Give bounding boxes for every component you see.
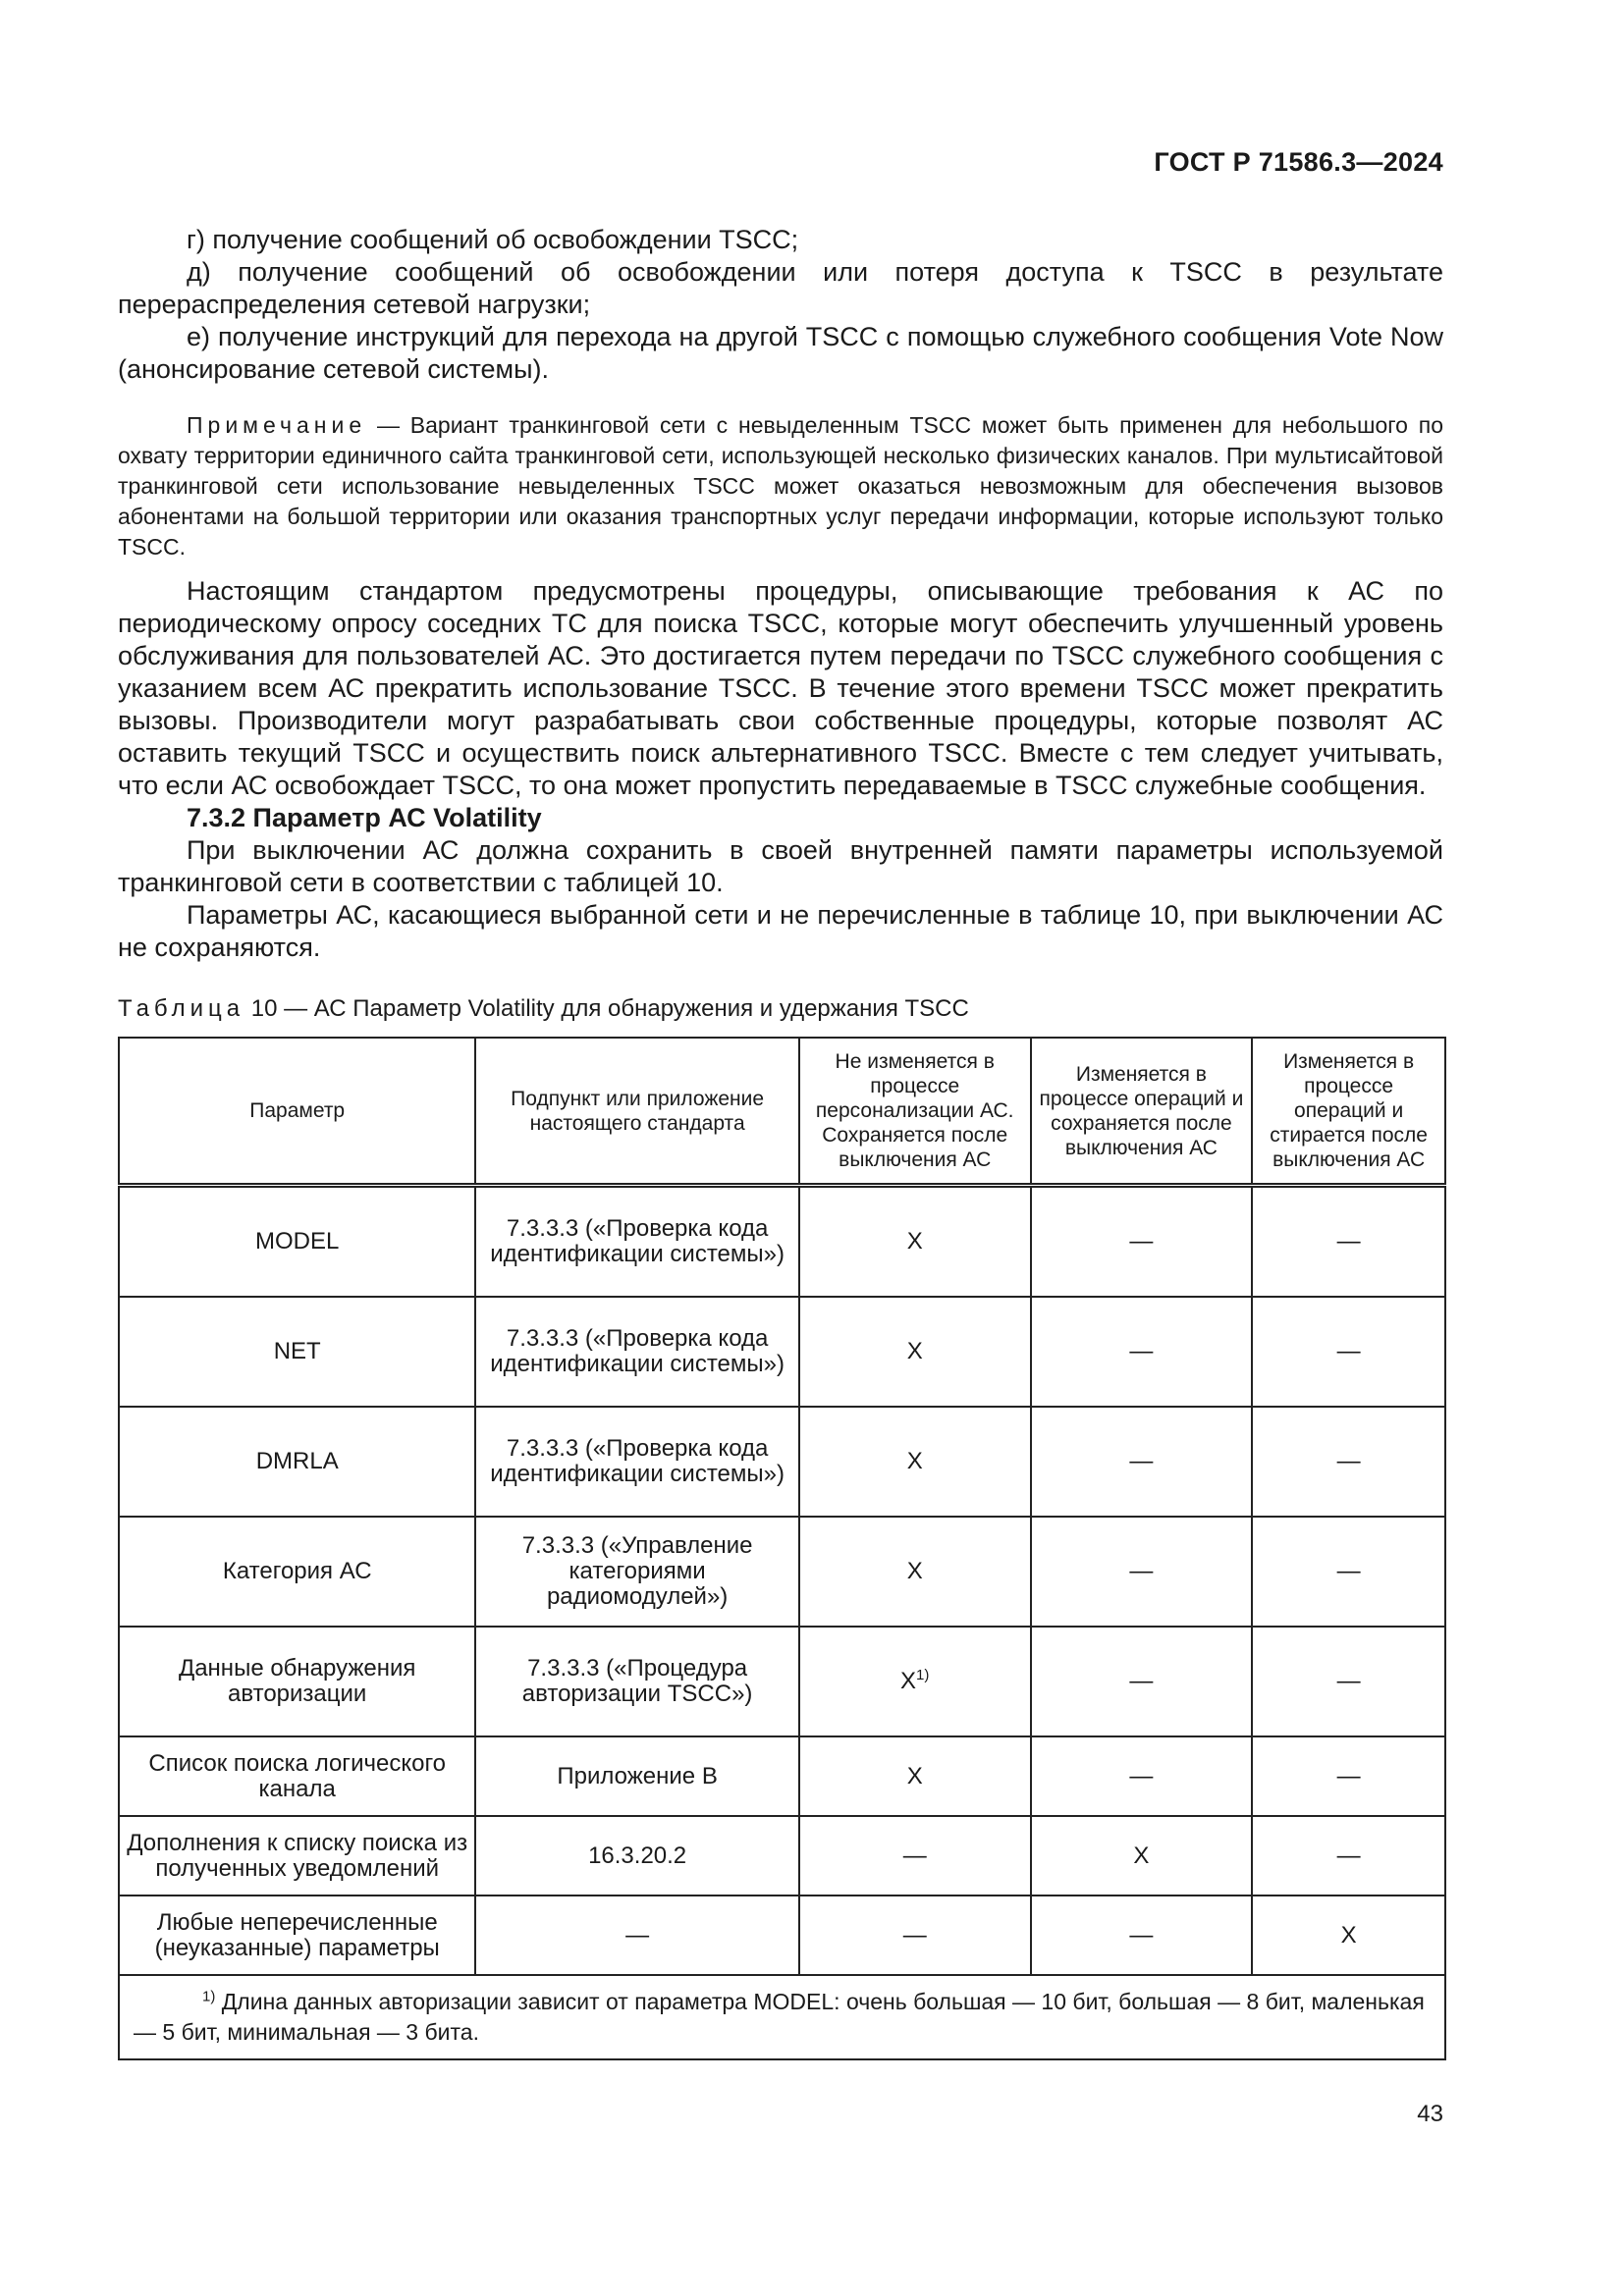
table-row [119, 1407, 1445, 1517]
value-cell: — [1252, 1297, 1445, 1407]
value-cell: — [799, 1816, 1031, 1896]
value-cell: — [1252, 1407, 1445, 1517]
list-item: д) получение сообщений об освобождении или потеря доступа к TSCC в результате перераспределения сетевой нагрузки; [118, 257, 1443, 319]
value-cell: — [1031, 1896, 1253, 1975]
value-cell: — [1031, 1736, 1253, 1816]
value-cell: — [1252, 1627, 1445, 1736]
table-footnote [119, 1975, 1445, 2059]
column-header: Подпункт или приложение настоящего стандарта [475, 1038, 798, 1186]
list-item: е) получение инструкций для перехода на другой TSCC с помощью служебного сообщения Vote Now (анонсирование сетевой системы). [118, 322, 1443, 384]
ref-cell: 7.3.3.3 («Проверка кода идентификации системы») [475, 1297, 798, 1407]
value-cell: — [1252, 1816, 1445, 1896]
list-item: г) получение сообщений об освобождении TSCC; [187, 225, 799, 254]
note-paragraph [118, 410, 1443, 562]
table-row [119, 1186, 1445, 1298]
value-cell: X [799, 1517, 1031, 1627]
table-row [119, 1736, 1445, 1816]
ref-cell: 7.3.3.3 («Управление категориями радиомодулей») [475, 1517, 798, 1627]
value-cell: X [799, 1186, 1031, 1298]
ref-cell: 7.3.3.3 («Проверка кода идентификации системы») [475, 1186, 798, 1298]
param-cell: Дополнения к списку поиска из полученных уведомлений [119, 1816, 475, 1896]
table-footnote-row [119, 1975, 1445, 2059]
value-cell: X [1252, 1896, 1445, 1975]
table-row [119, 1816, 1445, 1896]
volatility-table [118, 1037, 1446, 2060]
value-cell: — [1031, 1186, 1253, 1298]
page-number: 43 [1417, 2101, 1443, 2127]
note-text: — Вариант транкинговой сети с невыделенным TSCC может быть применен для небольшого по охвату территории единичного сайта транкинговой сети, использующей несколько физических каналов. При мультисайтовой транкинговой сети использование невыделенных TSCC может оказаться невозможным для обеспечения вызовов абонентами на большой территории или оказания транспортных услуг передачи информации, которые используют только TSCC. [118, 412, 1443, 560]
value-cell: — [1252, 1517, 1445, 1627]
value-cell: — [1031, 1297, 1253, 1407]
value-cell: X [799, 1736, 1031, 1816]
param-cell: Категория АС [119, 1517, 475, 1627]
table-caption [118, 995, 969, 1023]
value-cell [799, 1627, 1031, 1736]
value-cell: X [799, 1297, 1031, 1407]
table-row [119, 1896, 1445, 1975]
value-cell: — [1252, 1736, 1445, 1816]
value-text: X [900, 1668, 917, 1694]
param-cell: Список поиска логического канала [119, 1736, 475, 1816]
paragraph: Настоящим стандартом предусмотрены процедуры, описывающие требования к АС по периодическому опросу соседних ТС для поиска TSCC, которые могут обеспечить улучшенный уровень обслуживания для пользователей АС. Это достигается путем передачи по TSCC служебного сообщения с указанием всем АС прекратить использование TSCC. В течение этого времени TSCC может прекратить вызовы. Производители могут разрабатывать свои собственные процедуры, которые позволят АС оставить текущий TSCC и осуществить поиск альтернативного TSCC. Вместе с тем следует учитывать, что если АС освобождает TSCC, то она может пропустить передаваемые в TSCC служебные сообщения. [118, 576, 1443, 800]
table-header-row [119, 1038, 1445, 1186]
table-caption-text: 10 — АС Параметр Volatility для обнаружения и удержания TSCC [244, 995, 969, 1022]
param-cell: DMRLA [119, 1407, 475, 1517]
table-caption-label: Таблица [118, 995, 245, 1022]
footnote-text: Длина данных авторизации зависит от параметра MODEL: очень большая — 10 бит, большая — 8 бит, маленькая — 5 бит, минимальная — 3 бита. [134, 1989, 1425, 2045]
document-id-header: ГОСТ Р 71586.3—2024 [1154, 147, 1443, 177]
param-cell: MODEL [119, 1186, 475, 1298]
param-cell: NET [119, 1297, 475, 1407]
column-header: Изменяется в процессе операций и сохраняется после выключения АС [1031, 1038, 1253, 1186]
ref-cell: 7.3.3.3 («Процедура авторизации TSCC») [475, 1627, 798, 1736]
value-cell: — [1031, 1407, 1253, 1517]
ref-cell: — [475, 1896, 798, 1975]
param-cell: Данные обнаружения авторизации [119, 1627, 475, 1736]
note-label: Примечание [187, 412, 367, 438]
value-cell: — [1031, 1517, 1253, 1627]
table-row [119, 1627, 1445, 1736]
footnote-mark: 1) [202, 1988, 216, 2005]
list-block [118, 224, 1443, 386]
value-cell: — [1252, 1186, 1445, 1298]
ref-cell: 16.3.20.2 [475, 1816, 798, 1896]
column-header: Изменяется в процессе операций и стирается после выключения АС [1252, 1038, 1445, 1186]
section-heading: 7.3.2 Параметр АС Volatility [187, 803, 542, 832]
value-cell: X [1031, 1816, 1253, 1896]
column-header: Не изменяется в процессе персонализации АС. Сохраняется после выключения АС [799, 1038, 1031, 1186]
ref-cell: Приложение В [475, 1736, 798, 1816]
value-cell: — [1031, 1627, 1253, 1736]
table-row [119, 1517, 1445, 1627]
paragraph: Параметры АС, касающиеся выбранной сети и не перечисленные в таблице 10, при выключении АС не сохраняются. [118, 900, 1443, 962]
param-cell: Любые неперечисленные (неуказанные) параметры [119, 1896, 475, 1975]
footnote-ref: 1) [916, 1667, 930, 1683]
paragraph: При выключении АС должна сохранить в своей внутренней памяти параметры используемой транкинговой сети в соответствии с таблицей 10. [118, 835, 1443, 897]
column-header: Параметр [119, 1038, 475, 1186]
value-cell: — [799, 1896, 1031, 1975]
table-row [119, 1297, 1445, 1407]
main-text-block [118, 575, 1443, 964]
value-cell: X [799, 1407, 1031, 1517]
ref-cell: 7.3.3.3 («Проверка кода идентификации системы») [475, 1407, 798, 1517]
